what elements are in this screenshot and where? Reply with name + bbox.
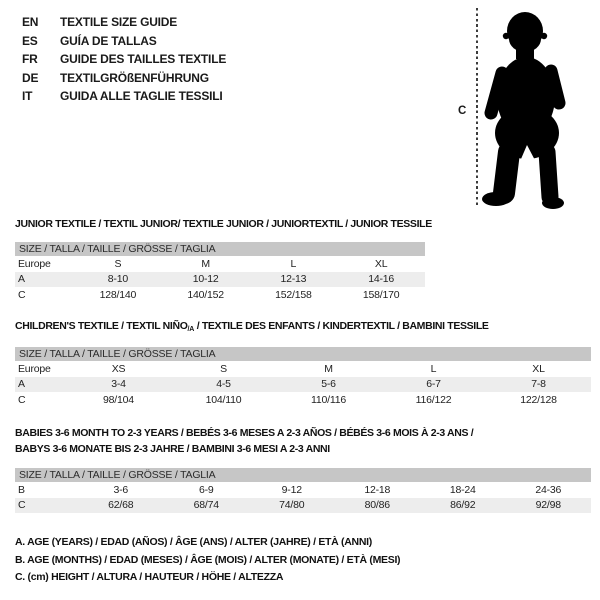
cell: 24-36: [535, 483, 562, 496]
table-row-age: [15, 272, 425, 288]
cell: 62/68: [108, 499, 134, 512]
table-row-height: [15, 498, 591, 514]
note-a: A. AGE (YEARS) / EDAD (AÑOS) / ÂGE (ANS) / ALTER (JAHRE) / ETÀ (ANNI): [15, 536, 372, 548]
babies-title-line2: BABYS 3-6 MONATE BIS 2-3 JAHRE / BAMBINI 3-6 MESI A 2-3 ANNI: [15, 442, 330, 455]
row-label: A: [18, 273, 25, 286]
children-section-title: [15, 320, 489, 333]
cell: 8-10: [107, 273, 128, 286]
row-label: C: [18, 288, 26, 301]
table-row-height: [15, 392, 591, 408]
height-measure-label: C: [458, 105, 467, 117]
cell: M: [201, 257, 210, 270]
cell: 140/152: [187, 288, 224, 301]
cell: 4-5: [216, 378, 231, 391]
cell: 14-16: [368, 273, 395, 286]
cell: 86/92: [450, 499, 476, 512]
size-header-bar: SIZE / TALLA / TAILLE / GRÖSSE / TAGLIA: [15, 468, 591, 482]
lang-title: TEXTILE SIZE GUIDE: [60, 15, 178, 29]
size-header-bar: SIZE / TALLA / TAILLE / GRÖSSE / TAGLIA: [15, 347, 591, 361]
lang-row-fr: [22, 50, 226, 69]
junior-section-title: JUNIOR TEXTILE / TEXTIL JUNIOR/ TEXTILE JUNIOR / JUNIORTEXTIL / JUNIOR TESSILE: [15, 218, 432, 230]
cell: L: [430, 362, 437, 375]
cell: 3-4: [111, 378, 126, 391]
row-label: A: [18, 378, 25, 391]
lang-code: EN: [22, 15, 39, 29]
babies-title-line1: BABIES 3-6 MONTH TO 2-3 YEARS / BEBÉS 3-6 MESES A 2-3 AÑOS / BÉBÉS 3-6 MOIS À 2-3 ANS /: [15, 427, 474, 439]
cell: 110/116: [311, 393, 346, 406]
row-label: C: [18, 393, 26, 406]
baby-silhouette-icon: [480, 5, 580, 210]
table-row-age: [15, 377, 591, 393]
cell: XL: [374, 257, 388, 270]
cell: 12-13: [280, 273, 307, 286]
cell: XS: [111, 362, 126, 375]
cell: 122/128: [520, 393, 557, 406]
cell: S: [220, 362, 227, 375]
note-b: B. AGE (MONTHS) / EDAD (MESES) / ÂGE (MOIS) / ALTER (MONATE) / ETÀ (MESI): [15, 553, 401, 566]
row-label: C: [18, 499, 26, 512]
cell: 6-7: [426, 378, 441, 391]
height-measure-dotted-line: [476, 8, 478, 206]
note-c: C. (cm) HEIGHT / ALTURA / HAUTEUR / HÖHE / ALTEZZA: [15, 571, 284, 583]
lang-title: GUÍA DE TALLAS: [60, 33, 157, 48]
cell: 7-8: [531, 378, 546, 391]
cell: 12-18: [364, 483, 391, 496]
cell: 80/86: [364, 499, 390, 512]
row-label: Europe: [18, 257, 51, 270]
children-size-table: [15, 347, 591, 408]
lang-code: ES: [22, 33, 38, 48]
cell: 152/158: [275, 288, 312, 301]
cell: 18-24: [449, 483, 476, 496]
cell: 128/140: [99, 288, 137, 301]
children-title-part1: CHILDREN'S TEXTILE / TEXTIL NIÑO: [15, 320, 188, 332]
cell: 10-12: [192, 273, 219, 286]
cell: L: [290, 257, 297, 270]
lang-row-es: [22, 32, 226, 51]
legend-notes: [15, 534, 400, 587]
lang-title: GUIDE DES TAILLES TEXTILE: [60, 52, 227, 66]
babies-section-title: [15, 426, 473, 457]
size-header-bar: SIZE / TALLA / TAILLE / GRÖSSE / TAGLIA: [15, 242, 425, 256]
lang-code: FR: [22, 52, 38, 66]
table-row-age-months: [15, 482, 591, 498]
children-title-subscript: /A: [187, 326, 195, 333]
lang-row-de: [22, 69, 226, 88]
babies-size-table: [15, 468, 591, 513]
cell: 116/122: [415, 393, 452, 406]
cell: XL: [532, 362, 545, 375]
junior-size-table: [15, 242, 425, 303]
cell: 5-6: [321, 378, 336, 391]
cell: 98/104: [103, 393, 134, 406]
cell: 6-9: [198, 483, 214, 496]
cell: S: [114, 257, 122, 270]
lang-code: IT: [22, 89, 33, 103]
cell: 92/98: [535, 499, 561, 512]
lang-code: DE: [22, 70, 39, 85]
cell: 74/80: [279, 499, 305, 512]
cell: M: [324, 362, 333, 375]
table-row-height: [15, 287, 425, 303]
lang-title: TEXTILGRÖßENFÜHRUNG: [60, 70, 209, 85]
cell: 68/74: [193, 499, 219, 512]
cell: 158/170: [362, 288, 400, 301]
language-title-list: [22, 13, 226, 106]
table-row-europe: [15, 361, 591, 377]
cell: 3-6: [113, 483, 129, 496]
lang-title: GUIDA ALLE TAGLIE TESSILI: [60, 89, 223, 103]
cell: 9-12: [281, 483, 302, 496]
lang-row-it: [22, 87, 226, 106]
table-row-europe: [15, 256, 425, 272]
children-title-part2: / TEXTILE DES ENFANTS / KINDERTEXTIL / BAMBINI TESSILE: [194, 320, 489, 332]
row-label: B: [18, 483, 25, 496]
cell: 104/110: [205, 393, 242, 406]
lang-row-en: [22, 13, 226, 32]
row-label: Europe: [18, 362, 51, 375]
